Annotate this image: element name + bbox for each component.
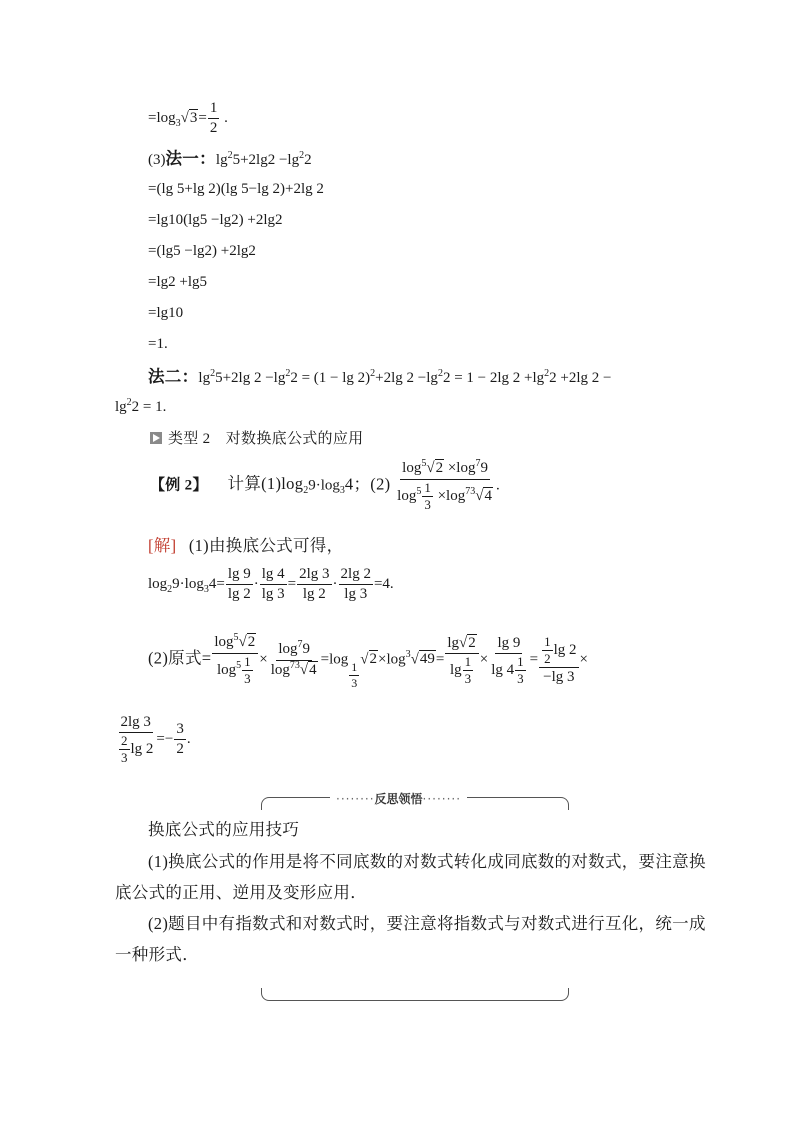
superscript: 5 bbox=[416, 485, 422, 497]
text: (1)由换底公式可得， bbox=[188, 536, 344, 555]
text: = bbox=[529, 651, 539, 668]
text: × bbox=[479, 651, 489, 668]
radicand: 2 bbox=[468, 634, 476, 651]
text: 9 bbox=[480, 460, 488, 476]
fraction bbox=[463, 655, 474, 686]
text: ×log bbox=[433, 487, 466, 504]
text: 2 = 1. bbox=[131, 399, 167, 415]
solution1-equation bbox=[148, 566, 394, 603]
superscript: 2 bbox=[544, 368, 550, 379]
text: =log bbox=[320, 651, 349, 668]
numerator bbox=[276, 638, 312, 661]
fraction bbox=[260, 566, 287, 603]
superscript: 5 bbox=[236, 659, 242, 671]
step-line: =(lg5 −lg2) +2lg2 bbox=[148, 243, 256, 259]
section-heading bbox=[150, 429, 363, 449]
method2-line bbox=[148, 367, 612, 389]
denominator bbox=[269, 661, 320, 680]
text: (3) bbox=[148, 152, 166, 168]
text: log bbox=[148, 575, 168, 592]
text: . bbox=[224, 109, 228, 126]
text: log bbox=[402, 460, 422, 476]
fraction bbox=[339, 566, 373, 603]
reflection-box-title bbox=[330, 790, 467, 807]
root-index: 3 bbox=[405, 649, 411, 661]
example-line bbox=[150, 460, 500, 512]
superscript: 2 bbox=[227, 150, 233, 161]
text: lg bbox=[115, 399, 127, 415]
section-title: 类型 2 对数换底公式的应用 bbox=[168, 431, 364, 447]
tip-2: (2)题目中有指数式和对数式时，要注意将指数式与对数式进行互化，统一成 bbox=[148, 914, 706, 933]
numerator: 1 bbox=[464, 653, 472, 669]
superscript: 2 bbox=[126, 397, 132, 408]
step-line: =(lg 5+lg 2)(lg 5−lg 2)+2lg 2 bbox=[148, 181, 324, 197]
denominator: 2 bbox=[544, 650, 551, 666]
fraction bbox=[515, 655, 526, 686]
text: · bbox=[332, 575, 338, 592]
text: log bbox=[216, 661, 237, 678]
step-line: =1. bbox=[148, 336, 168, 352]
superscript: 5 bbox=[421, 458, 427, 469]
play-arrow-icon bbox=[150, 432, 162, 444]
text: × bbox=[259, 651, 268, 668]
tips-title: 换底公式的应用技巧 bbox=[148, 820, 300, 839]
fraction bbox=[116, 714, 155, 765]
step-line: =lg2 +lg5 bbox=[148, 274, 208, 290]
superscript: 7 bbox=[475, 458, 481, 469]
numerator: 2lg 3 bbox=[297, 566, 331, 585]
superscript: 7 bbox=[465, 485, 471, 497]
denominator: 3 bbox=[517, 670, 524, 686]
numerator bbox=[400, 460, 490, 480]
denominator bbox=[215, 654, 256, 686]
numerator: 1 bbox=[544, 633, 551, 649]
method2-line-cont bbox=[115, 398, 166, 418]
superscript: 2 bbox=[299, 150, 305, 161]
denominator bbox=[489, 654, 528, 686]
step-line: =lg10(lg5 −lg2) +2lg2 bbox=[148, 212, 283, 228]
denominator: lg 3 bbox=[344, 586, 368, 602]
step-line: =lg10 bbox=[148, 305, 184, 321]
subscript: 3 bbox=[339, 485, 345, 497]
method-label: 法二： bbox=[148, 367, 199, 386]
text: lg 4 bbox=[491, 661, 515, 678]
text: ×log bbox=[378, 651, 406, 668]
fraction bbox=[422, 481, 433, 512]
denominator: 3 bbox=[464, 670, 472, 686]
superscript: 2 bbox=[210, 368, 216, 379]
text: 5+2lg2 −lg bbox=[232, 152, 300, 168]
text: 4= bbox=[208, 575, 225, 592]
denominator bbox=[116, 733, 155, 765]
text: =log bbox=[148, 109, 176, 126]
radicand: 2 bbox=[369, 651, 378, 668]
subscript: 2 bbox=[167, 583, 173, 595]
superscript: 5 bbox=[233, 632, 239, 643]
radicand: 3 bbox=[189, 109, 198, 126]
superscript: 2 bbox=[285, 368, 291, 379]
denominator: lg 2 bbox=[302, 586, 326, 602]
denominator: 2 bbox=[176, 741, 184, 757]
text: 2 +2lg 2 − bbox=[549, 370, 612, 386]
numerator: lg 4 bbox=[260, 566, 287, 585]
fraction bbox=[212, 634, 258, 686]
text: 2 bbox=[304, 152, 312, 168]
tip-1-cont: 底公式的正用、逆用及变形应用． bbox=[115, 883, 367, 902]
subscript: 3 bbox=[203, 583, 209, 595]
subscript: 2 bbox=[303, 485, 309, 497]
numerator: 2lg 2 bbox=[339, 566, 373, 585]
fraction bbox=[542, 635, 553, 666]
fraction bbox=[208, 100, 220, 137]
denominator: 3 bbox=[121, 750, 128, 765]
numerator: 1 bbox=[517, 653, 524, 669]
text: 2 = (1 − lg 2) bbox=[290, 370, 371, 386]
text: ×log bbox=[444, 460, 476, 476]
text: = bbox=[435, 651, 445, 668]
denominator bbox=[395, 480, 495, 512]
numerator bbox=[445, 635, 478, 654]
text: × bbox=[579, 651, 589, 668]
text: +2lg 2 −lg bbox=[375, 370, 438, 386]
dotted-rule: ········ bbox=[422, 792, 462, 806]
sqrt-symbol: √ bbox=[426, 460, 435, 476]
superscript: 7 bbox=[289, 659, 295, 671]
text: log bbox=[214, 634, 234, 650]
radicand: 4 bbox=[484, 487, 492, 504]
result-line bbox=[148, 100, 228, 137]
numerator: lg 9 bbox=[226, 566, 253, 585]
text: 9·log bbox=[172, 575, 204, 592]
text: · bbox=[253, 575, 259, 592]
text: . bbox=[186, 730, 191, 747]
numerator: 2 bbox=[121, 733, 128, 748]
denominator: 3 bbox=[424, 497, 431, 512]
superscript: 2 bbox=[370, 368, 376, 379]
sqrt-symbol: √ bbox=[238, 634, 247, 650]
solution-line bbox=[148, 536, 343, 556]
reflection-title: 反思领悟 bbox=[374, 792, 423, 806]
text: 5+2lg 2 −lg bbox=[215, 370, 286, 386]
sqrt-symbol: √ bbox=[360, 651, 369, 668]
numerator bbox=[539, 635, 578, 668]
numerator: 1 bbox=[244, 654, 251, 669]
radicand: 2 bbox=[247, 634, 256, 650]
fraction bbox=[539, 635, 578, 686]
numerator: lg 9 bbox=[495, 635, 522, 654]
text: lg 2 bbox=[130, 740, 154, 757]
solution-label: [解] bbox=[148, 536, 177, 555]
numerator bbox=[212, 634, 258, 654]
denominator: 3 bbox=[244, 671, 251, 686]
text: 9 bbox=[302, 640, 311, 657]
sqrt-symbol: √ bbox=[299, 661, 309, 678]
fraction bbox=[269, 638, 320, 680]
method-label: 法一： bbox=[165, 149, 216, 168]
fraction bbox=[119, 734, 130, 765]
superscript: 2 bbox=[437, 368, 443, 379]
numerator: 3 bbox=[174, 721, 186, 740]
reflection-box-bottom bbox=[261, 988, 569, 1001]
denominator: lg 3 bbox=[261, 586, 285, 602]
sqrt-symbol: √ bbox=[180, 109, 189, 126]
subscript: 3 bbox=[175, 117, 181, 129]
solution2-continuation bbox=[115, 714, 191, 765]
text: lg bbox=[447, 634, 460, 651]
fraction bbox=[349, 661, 359, 690]
method1-line bbox=[148, 149, 312, 171]
fraction bbox=[445, 635, 478, 686]
text: log bbox=[278, 640, 298, 657]
text: 计算(1)log bbox=[227, 474, 304, 494]
text: 4；(2) bbox=[344, 474, 391, 494]
text: 2 = 1 − 2lg 2 +lg bbox=[442, 370, 545, 386]
numerator: 1 bbox=[351, 660, 358, 675]
example-label: 【例 2】 bbox=[150, 477, 208, 494]
text: = bbox=[198, 109, 207, 126]
numerator: 1 bbox=[424, 480, 431, 495]
denominator bbox=[448, 654, 476, 686]
radicand: 4 bbox=[309, 661, 317, 678]
fraction bbox=[489, 635, 528, 686]
numerator: 2lg 3 bbox=[119, 714, 153, 733]
dotted-rule: ········ bbox=[336, 792, 375, 806]
root-index: 3 bbox=[294, 659, 300, 671]
text: lg bbox=[215, 152, 228, 168]
denominator: lg 2 bbox=[227, 586, 251, 602]
numerator: 1 bbox=[208, 100, 220, 119]
radicand: 2 bbox=[435, 460, 444, 476]
fraction bbox=[174, 721, 186, 758]
text: . bbox=[495, 477, 500, 494]
fraction bbox=[242, 655, 253, 686]
sqrt-symbol: √ bbox=[459, 634, 468, 651]
tip-2-cont: 一种形式． bbox=[115, 945, 199, 964]
text: 9·log bbox=[308, 477, 340, 494]
text: lg 2 bbox=[553, 641, 577, 658]
solution2-equation bbox=[148, 634, 588, 690]
denominator: −lg 3 bbox=[543, 668, 575, 685]
text: = bbox=[287, 575, 297, 592]
text: log bbox=[270, 661, 290, 678]
root-index: 3 bbox=[470, 485, 476, 497]
superscript: 7 bbox=[297, 638, 303, 650]
sqrt-symbol: √ bbox=[410, 651, 419, 668]
fraction bbox=[226, 566, 253, 603]
denominator: 2 bbox=[209, 120, 218, 136]
text: log bbox=[397, 487, 417, 504]
fraction bbox=[297, 566, 331, 603]
text: =− bbox=[156, 730, 174, 747]
text: (2)原式= bbox=[148, 648, 212, 668]
denominator: 3 bbox=[351, 676, 358, 691]
tip-1: (1)换底公式的作用是将不同底数的对数式转化成同底数的对数式，要注意换 bbox=[148, 852, 706, 871]
example-fraction bbox=[395, 460, 495, 512]
radicand: 49 bbox=[419, 651, 435, 668]
text: =4. bbox=[373, 575, 394, 592]
sqrt-symbol: √ bbox=[475, 487, 484, 504]
text: lg bbox=[198, 370, 211, 386]
text: lg bbox=[449, 661, 462, 678]
